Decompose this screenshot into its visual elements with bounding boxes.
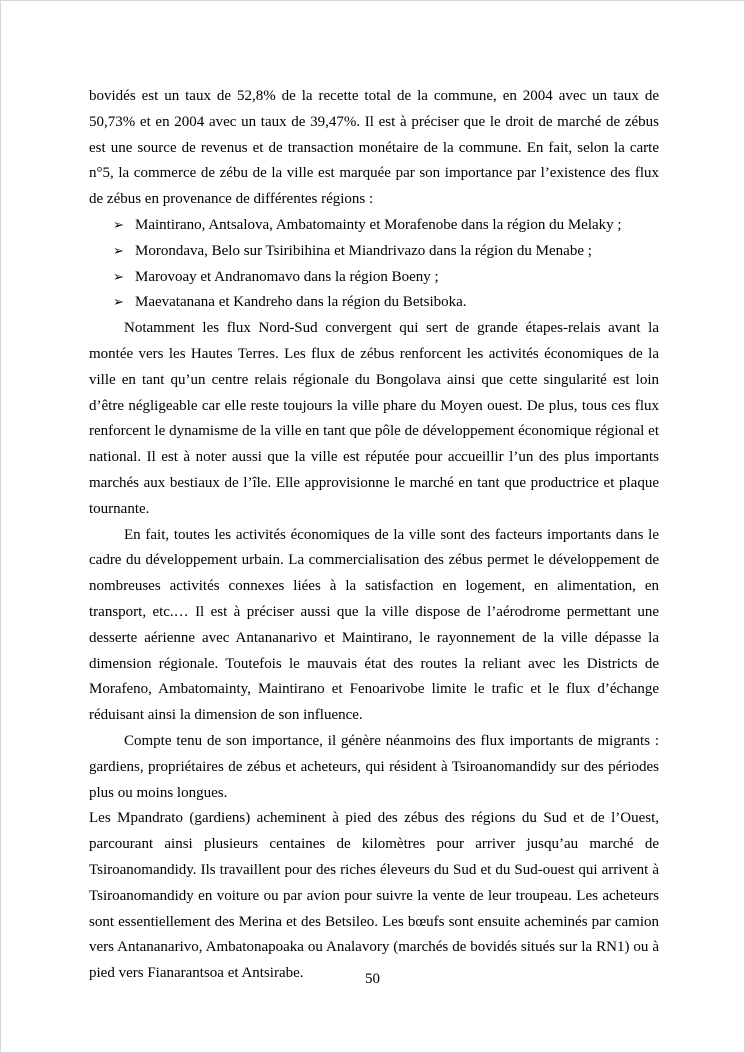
list-item bbox=[89, 239, 659, 265]
arrow-bullet-icon: ➢ bbox=[113, 269, 124, 285]
paragraph-flux-nord-sud: Notamment les flux Nord-Sud convergent qui sert de grande étapes-relais avant la montée vers les Hautes Terres. Les flux de zébus renforcent les activités économiques de la ville en tant qu’un centre relais régionale du Bongolava ainsi que cette singularité est loin d’être négligeable car elle reste toujours la ville phare du Moyen ouest. De plus, tous ces flux renforcent le dynamisme de la ville en tant que pôle de développement économique régional et national. Il est à noter aussi que la ville est réputée pour accueillir l’un des plus importants marchés aux bestiaux de l’île. Elle approvisionne le marché en tant que productrice et plaque tournante. bbox=[89, 320, 659, 517]
list-item-text: Maevatanana et Kandreho dans la région du Betsiboka. bbox=[135, 294, 467, 311]
paragraph-migrants: Compte tenu de son importance, il génère néanmoins des flux importants de migrants : gardiens, propriétaires de zébus et acheteurs, qui résident à Tsiroanomandidy sur des périodes plus ou moins longues. bbox=[89, 732, 659, 801]
list-item bbox=[89, 265, 659, 291]
arrow-bullet-icon: ➢ bbox=[113, 295, 124, 311]
list-item bbox=[89, 213, 659, 239]
page-number: 50 bbox=[365, 971, 380, 987]
page-body-text bbox=[89, 84, 659, 987]
paragraph-mpandrato: Les Mpandrato (gardiens) acheminent à pied des zébus des régions du Sud et de l’Ouest, parcourant ainsi plusieurs centaines de kilomètres pour arriver jusqu’au marché de Tsiroanomandidy. Ils travaillent pour des riches éleveurs du Sud et du Sud-ouest qui arrivent à Tsiroanomandidy en voiture ou par avion pour suivre la vente de leur troupeau. Les acheteurs sont essentiellement des Merina et des Betsileo. Les bœufs sont ensuite acheminés par camion vers Antananarivo, Ambatonapoaka ou Analavory (marchés de bovidés situés sur la RN1) ou à pied vers Fianarantsoa et Antsirabe. bbox=[89, 810, 659, 982]
arrow-bullet-icon: ➢ bbox=[113, 243, 124, 259]
paragraph-activites-economiques: En fait, toutes les activités économiques de la ville sont des facteurs importants dans le cadre du développement urbain. La commercialisation des zébus permet le développement de nombreuses activités connexes liées à la satisfaction en logement, en alimentation, en transport, etc.… Il est à préciser aussi que la ville dispose de l’aérodrome permettant une desserte aérienne avec Antananarivo et Maintirano, le rayonnement de la ville dépasse la dimension régionale. Toutefois le mauvais état des routes la reliant avec les Districts de Morafeno, Ambatomainty, Maintirano et Fenoarivobe limite le trafic et le flux d’échange réduisant ainsi la dimension de son influence. bbox=[89, 526, 659, 724]
list-item-text: Maintirano, Antsalova, Ambatomainty et Morafenobe dans la région du Melaky ; bbox=[135, 216, 622, 233]
region-bullet-list bbox=[89, 213, 659, 316]
list-item-text: Morondava, Belo sur Tsiribihina et Miandrivazo dans la région du Menabe ; bbox=[135, 242, 592, 259]
list-item bbox=[89, 290, 659, 316]
list-item-text: Marovoay et Andranomavo dans la région Boeny ; bbox=[135, 268, 439, 285]
paragraph-intro: bovidés est un taux de 52,8% de la recette total de la commune, en 2004 avec un taux de 50,73% et en 2004 avec un taux de 39,47%. Il est à préciser que le droit de marché de zébus est une source de revenus et de transaction monétaire de la commune. En fait, selon la carte n°5, la commerce de zébu de la ville est marquée par son importance par l’existence des flux de zébus en provenance de différentes régions : bbox=[89, 88, 659, 208]
arrow-bullet-icon: ➢ bbox=[113, 217, 124, 233]
